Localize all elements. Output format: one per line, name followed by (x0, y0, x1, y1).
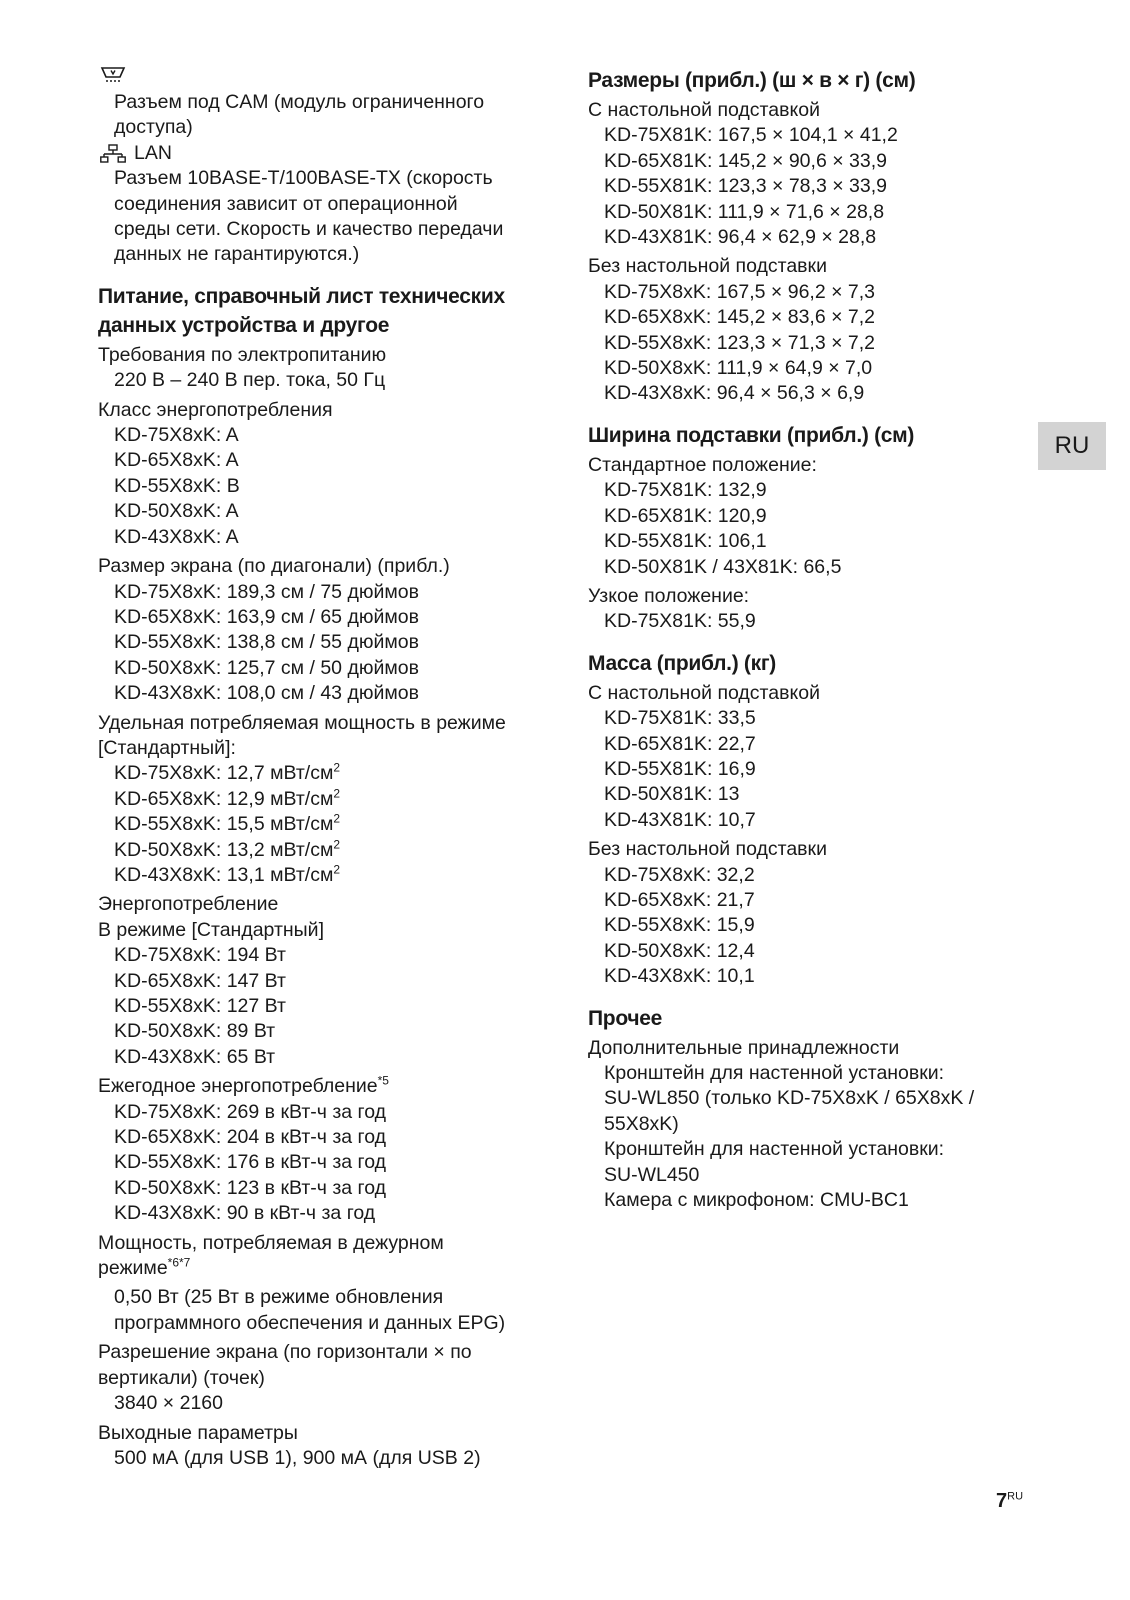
resolution-label: вертикали) (точек) (98, 1366, 265, 1389)
specific-power-label: Удельная потребляемая мощность в режиме (98, 711, 506, 734)
lan-network-icon (100, 144, 126, 164)
standby-label: Мощность, потребляемая в дежурном (98, 1231, 444, 1254)
consumption-label: Энергопотребление (98, 893, 279, 916)
power-req-value: 220 В – 240 В пер. тока, 50 Гц (114, 369, 386, 392)
screen-size-label: Размер экрана (по диагонали) (прибл.) (98, 555, 450, 578)
standard-pos-item: KD-65X81K: 120,9 (604, 504, 767, 527)
energy-class-label: Класс энергопотребления (98, 398, 333, 421)
specific-power-item: KD-75X8xK: 12,7 мВт/$см^2$ (114, 760, 341, 785)
energy-class-item: KD-75X8xK: A (114, 424, 239, 447)
power-heading: Питание, справочный лист технических данных устройства и другое (98, 284, 505, 337)
without-stand-item: KD-75X8xK: 167,5 × 96,2 × 7,3 (604, 280, 876, 303)
with-stand-item: KD-75X81K: 167,5 × 104,1 × 41,2 (604, 124, 898, 147)
standby-value: программного обеспечения и данных EPG) (114, 1311, 506, 1334)
standard-pos-item: KD-55X81K: 106,1 (604, 530, 767, 553)
mass-with-item: KD-50X81K: 13 (604, 783, 740, 806)
right-column (588, 66, 1008, 1213)
mass-with-item: KD-43X81K: 10,7 (604, 808, 756, 831)
screen-size-item: KD-75X8xK: 189,3 см / 75 дюймов (114, 580, 419, 603)
without-stand-item: KD-65X8xK: 145,2 × 83,6 × 7,2 (604, 306, 876, 329)
lan-text: Разъем 10BASE-T/100BASE-TX (скорость (114, 167, 493, 190)
with-stand-item: KD-55X81K: 123,3 × 78,3 × 33,9 (604, 175, 887, 198)
accessory-item: Кронштейн для настенной установки: (604, 1138, 945, 1161)
lan-text: среды сети. Скорость и качество передачи (114, 218, 504, 241)
screen-size-item: KD-43X8xK: 108,0 см / 43 дюймов (114, 682, 419, 705)
mass-heading: Масса (прибл.) (кг) (588, 651, 776, 675)
output-value: 500 мА (для USB 1), 900 мА (для USB 2) (114, 1446, 481, 1469)
consumption-item: KD-55X8xK: 127 Вт (114, 995, 286, 1017)
accessory-item: SU-WL450 (604, 1163, 700, 1186)
consumption-item: KD-43X8xK: 65 Вт (114, 1045, 276, 1068)
mass-without-item: KD-43X8xK: 10,1 (604, 965, 755, 988)
annual-item: KD-55X8xK: 176 в кВт-ч за год (114, 1151, 387, 1174)
mass-without-label: Без настольной подставки (588, 838, 827, 861)
annual-item: KD-65X8xK: 204 в кВт-ч за год (114, 1126, 387, 1149)
mass-without-item: KD-50X8xK: 12,4 (604, 939, 755, 962)
specific-power-item: KD-50X8xK: 13,2 мВт/$см^2$ (114, 837, 341, 861)
accessories-label: Дополнительные принадлежности (588, 1036, 900, 1059)
annual-item: KD-50X8xK: 123 в кВт-ч за год (114, 1176, 387, 1199)
cam-slot-icon (100, 66, 126, 86)
with-stand-item: KD-65X81K: 145,2 × 90,6 × 33,9 (604, 149, 887, 172)
output-label: Выходные параметры (98, 1421, 298, 1444)
lan-label: LAN (134, 141, 172, 164)
consumption-item: KD-65X8xK: 147 Вт (114, 969, 286, 992)
specific-power-item: KD-55X8xK: 15,5 мВт/$см^2$ (114, 811, 341, 836)
cam-text: Разъем под CAM (модуль ограниченного (114, 91, 485, 113)
mass-without-item: KD-75X8xK: 32,2 (604, 863, 755, 886)
screen-size-item: KD-55X8xK: 138,8 см / 55 дюймов (114, 631, 419, 654)
without-stand-item: KD-50X8xK: 111,9 × 64,9 × 7,0 (604, 357, 873, 380)
mass-with-item: KD-55X81K: 16,9 (604, 757, 756, 780)
with-stand-item: KD-43X81K: 96,4 × 62,9 × 28,8 (604, 226, 877, 249)
specific-power-item: KD-65X8xK: 12,9 мВт/$см^2$ (114, 786, 341, 810)
energy-class-item: KD-43X8xK: A (114, 525, 239, 548)
dims-heading: Размеры (прибл.) (ш × в × г) (см) (588, 69, 916, 92)
mass-with-item: KD-65X81K: 22,7 (604, 732, 756, 755)
lan-text: соединения зависит от операционной (114, 192, 458, 215)
accessory-item: Кронштейн для настенной установки: (604, 1062, 945, 1084)
standard-pos-item: KD-75X81K: 132,9 (604, 479, 767, 502)
consumption-item: KD-75X8xK: 194 Вт (114, 944, 286, 967)
cam-slot-row (98, 66, 548, 90)
consumption-item: KD-50X8xK: 89 Вт (114, 1020, 276, 1043)
stand-width-heading: Ширина подставки (прибл.) (см) (588, 423, 915, 447)
standard-pos-item: KD-50X81K / 43X81K: 66,5 (604, 555, 842, 578)
energy-class-item: KD-65X8xK: A (114, 449, 239, 472)
mass-with-item: KD-75X81K: 33,5 (604, 707, 756, 730)
screen-size-item: KD-65X8xK: 163,9 см / 65 дюймов (114, 605, 419, 628)
annual-label: Ежегодное энергопотребление$^{*5}$ (98, 1073, 389, 1098)
with-stand-label: С настольной подставкой (588, 99, 820, 121)
accessory-item: Камера с микрофоном: CMU-BC1 (604, 1189, 909, 1212)
cam-text: доступа) (114, 116, 193, 139)
power-req-label: Требования по электропитанию (98, 343, 387, 366)
specific-power-item: KD-43X8xK: 13,1 мВт/$см^2$ (114, 862, 341, 886)
narrow-pos-label: Узкое положение: (588, 584, 750, 607)
screen-size-item: KD-50X8xK: 125,7 см / 50 дюймов (114, 656, 419, 679)
mass-with-label: С настольной подставкой (588, 681, 820, 704)
lan-row (98, 141, 548, 166)
narrow-pos-item: KD-75X81K: 55,9 (604, 610, 756, 633)
language-tab: RU (1038, 422, 1106, 470)
energy-class-item: KD-55X8xK: B (114, 474, 240, 497)
annual-item: KD-43X8xK: 90 в кВт-ч за год (114, 1202, 376, 1225)
without-stand-item: KD-55X8xK: 123,3 × 71,3 × 7,2 (604, 331, 876, 354)
mass-without-item: KD-55X8xK: 15,9 (604, 914, 755, 937)
annual-item: KD-75X8xK: 269 в кВт-ч за год (114, 1100, 387, 1123)
accessory-item: SU-WL850 (только KD-75X8xK / 65X8xK / (604, 1087, 975, 1110)
page-number: $7^{RU}$ (996, 1490, 1024, 1512)
lan-text: данных не гарантируются.) (114, 243, 360, 266)
with-stand-item: KD-50X81K: 111,9 × 71,6 × 28,8 (604, 200, 885, 223)
standby-label: режиме$^{*6*7}$ (98, 1255, 191, 1280)
standard-pos-label: Стандартное положение: (588, 453, 817, 476)
without-stand-item: KD-43X8xK: 96,4 × 56,3 × 6,9 (604, 382, 865, 405)
accessory-item: 55X8xK) (604, 1112, 679, 1135)
other-heading: Прочее (588, 1006, 662, 1030)
consumption-mode: В режиме [Стандартный] (98, 918, 324, 941)
left-column (98, 66, 548, 1471)
resolution-label: Разрешение экрана (по горизонтали × по (98, 1341, 472, 1364)
resolution-value: 3840 × 2160 (114, 1392, 223, 1415)
mass-without-item: KD-65X8xK: 21,7 (604, 888, 755, 911)
standby-value: 0,50 Вт (25 Вт в режиме обновления (114, 1286, 444, 1309)
energy-class-item: KD-50X8xK: A (114, 500, 239, 523)
specific-power-label: [Стандартный]: (98, 736, 236, 759)
without-stand-label: Без настольной подставки (588, 255, 827, 278)
